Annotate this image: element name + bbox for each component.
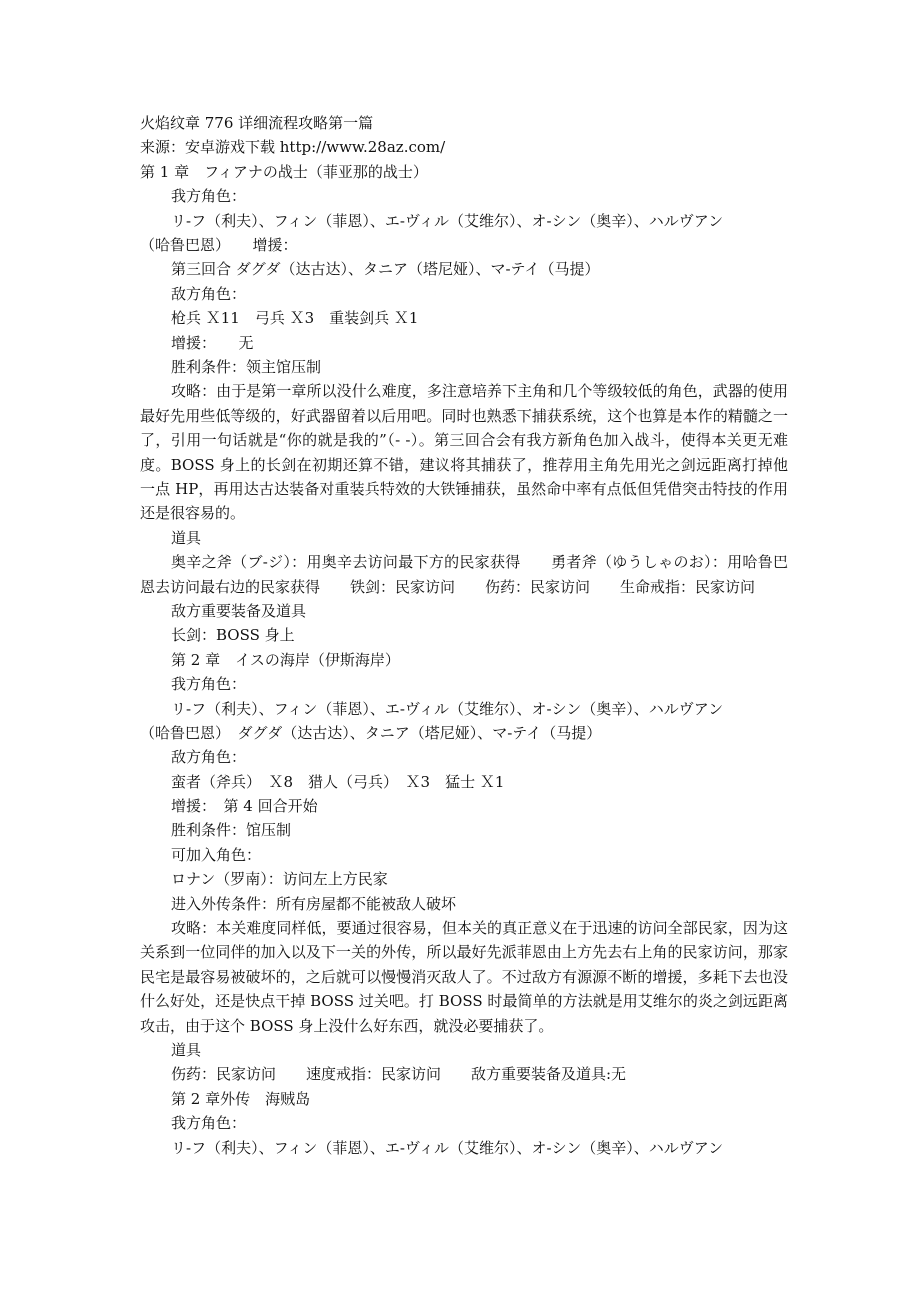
ch2-enemy-units: 蛮者（斧兵） Ｘ8 猎人（弓兵） Ｘ3 猛士 Ｘ1: [171, 772, 505, 791]
ch1-allies-line1: リ-フ（利夫）、フィン（菲恩）、エ-ヴィル（艾维尔）、オ-シン（奥辛）、ハルヴアン: [171, 211, 724, 230]
ch1-allies-label: 我方角色：: [171, 187, 247, 206]
ch1-enemy-equip: 长剑：BOSS 身上: [171, 626, 295, 645]
chapter-2-heading: 第 2 章 イスの海岸（伊斯海岸）: [171, 650, 400, 669]
ch1-victory-condition: 胜利条件：领主馆压制: [171, 357, 322, 376]
document-page: [140, 111, 788, 1160]
ch2-strategy-paragraph: 攻略：本关难度同样低，要通过很容易，但本关的真正意义在于迅速的访问全部民家，因为这关系到一位同伴的加入以及下一关的外传，所以最好先派菲恩由上方先去右上角的民家访问，那家民宅是最容易被破坏的，之后就可以慢慢消灭敌人了。不过敌方有源源不断的增援，多耗下去也没什么好处，还是快点干掉 BOSS 过关吧。打 BOSS 时最简单的方法就是用艾维尔的炎之剑远距离攻击，由于这个 BOSS 身上没什么好东西，就没必要捕获了。: [140, 919, 788, 1035]
ch2-victory-condition: 胜利条件：馆压制: [171, 821, 292, 840]
ch1-items-label: 道具: [171, 528, 202, 547]
ch2side-allies-label: 我方角色：: [171, 1114, 247, 1133]
ch2-allies-line2: （哈鲁巴恩） ダグダ（达古达）、タニア（塔尼娅）、マ-テイ（马提）: [140, 723, 602, 742]
source-line: 来源：安卓游戏下载 http://www.28az.com/: [140, 138, 446, 157]
ch2-joinable: ロナン（罗南）：访问左上方民家: [171, 870, 388, 889]
chapter-2-side-heading: 第 2 章外传 海贼岛: [171, 1089, 311, 1108]
ch1-enemy-reinforce: 增援： 无: [171, 333, 254, 352]
ch2side-allies-line1: リ-フ（利夫）、フィン（菲恩）、エ-ヴィル（艾维尔）、オ-シン（奥辛）、ハルヴアン: [171, 1138, 724, 1157]
ch2-joinable-label: 可加入角色：: [171, 845, 262, 864]
ch2-enemy-label: 敌方角色：: [171, 748, 247, 767]
ch1-strategy-paragraph: 攻略：由于是第一章所以没什么难度，多注意培养下主角和几个等级较低的角色，武器的使用最好先用些低等级的，好武器留着以后用吧。同时也熟悉下捕获系统，这个也算是本作的精髓之一了，引用一句话就是“你的就是我的”（- -）。第三回合会有我方新角色加入战斗，使得本关更无难度。BOSS 身上的长剑在初期还算不错，建议将其捕获了，推荐用主角先用光之剑远距离打掉他一点 HP，再用达古达装备对重装兵特效的大铁锤捕获，虽然命中率有点低但凭借突击特技的作用还是很容易的。: [140, 382, 788, 523]
ch1-allies-line2: （哈鲁巴恩） 增援：: [140, 235, 298, 254]
ch2-allies-label: 我方角色：: [171, 675, 247, 694]
ch2-allies-line1: リ-フ（利夫）、フィン（菲恩）、エ-ヴィル（艾维尔）、オ-シン（奥辛）、ハルヴアン: [171, 699, 724, 718]
ch2-items-label: 道具: [171, 1041, 202, 1060]
ch1-reinforce-detail: 第三回合 ダグダ（达古达）、タニア（塔尼娅）、マ-テイ（马提）: [171, 260, 600, 279]
ch1-enemy-units: 枪兵 Ｘ11 弓兵 Ｘ3 重装剑兵 Ｘ1: [171, 309, 419, 328]
ch2-enemy-reinforce: 增援： 第 4 回合开始: [171, 797, 318, 816]
ch1-enemy-label: 敌方角色：: [171, 284, 247, 303]
ch1-items-paragraph: 奥辛之斧（ブ-ジ）：用奥辛去访问最下方的民家获得 勇者斧（ゆうしゃのお）：用哈鲁巴恩去访问最右边的民家获得 铁剑：民家访问 伤药：民家访问 生命戒指：民家访问: [140, 553, 788, 596]
document-title: 火焰纹章 776 详细流程攻略第一篇: [140, 114, 374, 132]
ch2-items-line: 伤药：民家访问 速度戒指：民家访问 敌方重要装备及道具:无: [171, 1065, 627, 1084]
chapter-1-heading: 第 1 章 フィアナの战士（菲亚那的战士）: [140, 162, 428, 181]
ch1-enemy-equip-label: 敌方重要装备及道具: [171, 601, 307, 620]
ch2-side-condition: 进入外传条件：所有房屋都不能被敌人破坏: [171, 894, 457, 913]
